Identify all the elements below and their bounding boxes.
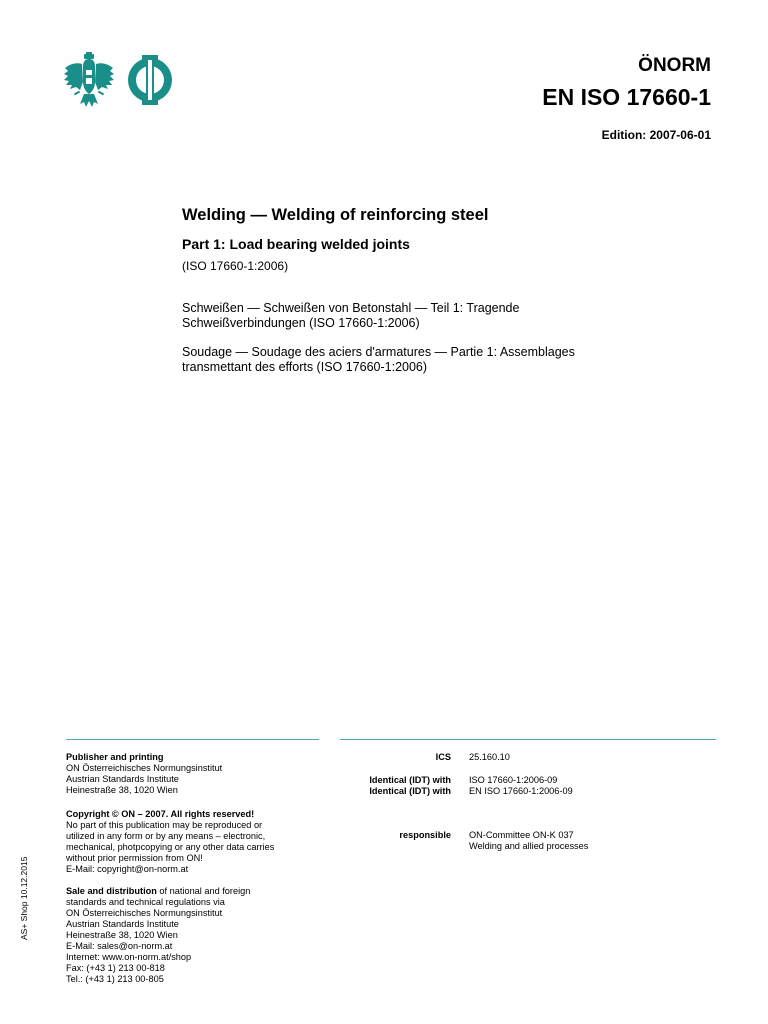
- divider-left: [66, 739, 319, 740]
- logo-group: [62, 52, 174, 108]
- copyright-line: mechanical, photpcopying or any other data carries: [66, 842, 275, 852]
- sale-heading: Sale and distribution: [66, 886, 157, 896]
- part-title: Part 1: Load bearing welded joints: [182, 236, 410, 252]
- sale-heading-rest: of national and foreign: [156, 886, 251, 896]
- copyright-email: E-Mail: copyright@on-norm.at: [66, 864, 189, 874]
- norm-label: ÖNORM: [638, 55, 711, 76]
- copyright-line: without prior permission from ON!: [66, 853, 203, 863]
- idt-value: ISO 17660-1:2006-09: [469, 775, 558, 785]
- french-title: Soudage — Soudage des aciers d'armatures — Partie 1: Assemblages transmettant des efforts (ISO 17660-1:2006): [182, 345, 575, 374]
- sale-tel: Tel.: (+43 1) 213 00-805: [66, 974, 164, 984]
- publisher-line: Austrian Standards Institute: [66, 774, 179, 784]
- ics-value: 25.160.10: [469, 752, 510, 762]
- document-title: Welding — Welding of reinforcing steel: [182, 206, 489, 224]
- sale-line: ON Österreichisches Normungsinstitut: [66, 908, 223, 918]
- sale-line: standards and technical regulations via: [66, 897, 225, 907]
- side-stamp: AS+ Shop 10.12.2015: [19, 856, 29, 940]
- idt-label: Identical (IDT) with: [369, 786, 451, 796]
- on-logo: [128, 55, 172, 105]
- copyright-line: No part of this publication may be reproduced or: [66, 820, 263, 830]
- austrian-eagle-and-on-logo: [62, 52, 174, 108]
- responsible-label: responsible: [399, 830, 451, 840]
- responsible-committee: ON-Committee ON-K 037: [469, 830, 574, 840]
- idt-value: EN ISO 17660-1:2006-09: [469, 786, 573, 796]
- copyright-block: [66, 809, 326, 875]
- sale-line: Heinestraße 38, 1020 Wien: [66, 930, 178, 940]
- responsible-area: Welding and allied processes: [469, 841, 589, 851]
- idt-label: Identical (IDT) with: [369, 775, 451, 785]
- publisher-heading: Publisher and printing: [66, 752, 164, 762]
- iso-reference: (ISO 17660-1:2006): [182, 259, 289, 273]
- publisher-block: [66, 752, 326, 796]
- copyright-heading: Copyright © ON – 2007. All rights reserved!: [66, 809, 255, 819]
- publisher-line: Heinestraße 38, 1020 Wien: [66, 785, 178, 795]
- responsible-value: [469, 830, 588, 852]
- publisher-line: ON Österreichisches Normungsinstitut: [66, 763, 223, 773]
- copyright-line: utilized in any form or by any means – electronic,: [66, 831, 266, 841]
- sale-fax: Fax: (+43 1) 213 00-818: [66, 963, 165, 973]
- divider-right: [340, 739, 716, 740]
- edition-date: Edition: 2007-06-01: [601, 128, 711, 142]
- sale-email: E-Mail: sales@on-norm.at: [66, 941, 173, 951]
- sale-block: [66, 886, 326, 985]
- ics-label: ICS: [435, 752, 451, 762]
- norm-number: EN ISO 17660-1: [542, 84, 711, 110]
- sale-line: Austrian Standards Institute: [66, 919, 179, 929]
- german-title: Schweißen — Schweißen von Betonstahl — Teil 1: Tragende Schweißverbindungen (ISO 17660-1:2006): [182, 301, 520, 330]
- sale-internet: Internet: www.on-norm.at/shop: [66, 952, 192, 962]
